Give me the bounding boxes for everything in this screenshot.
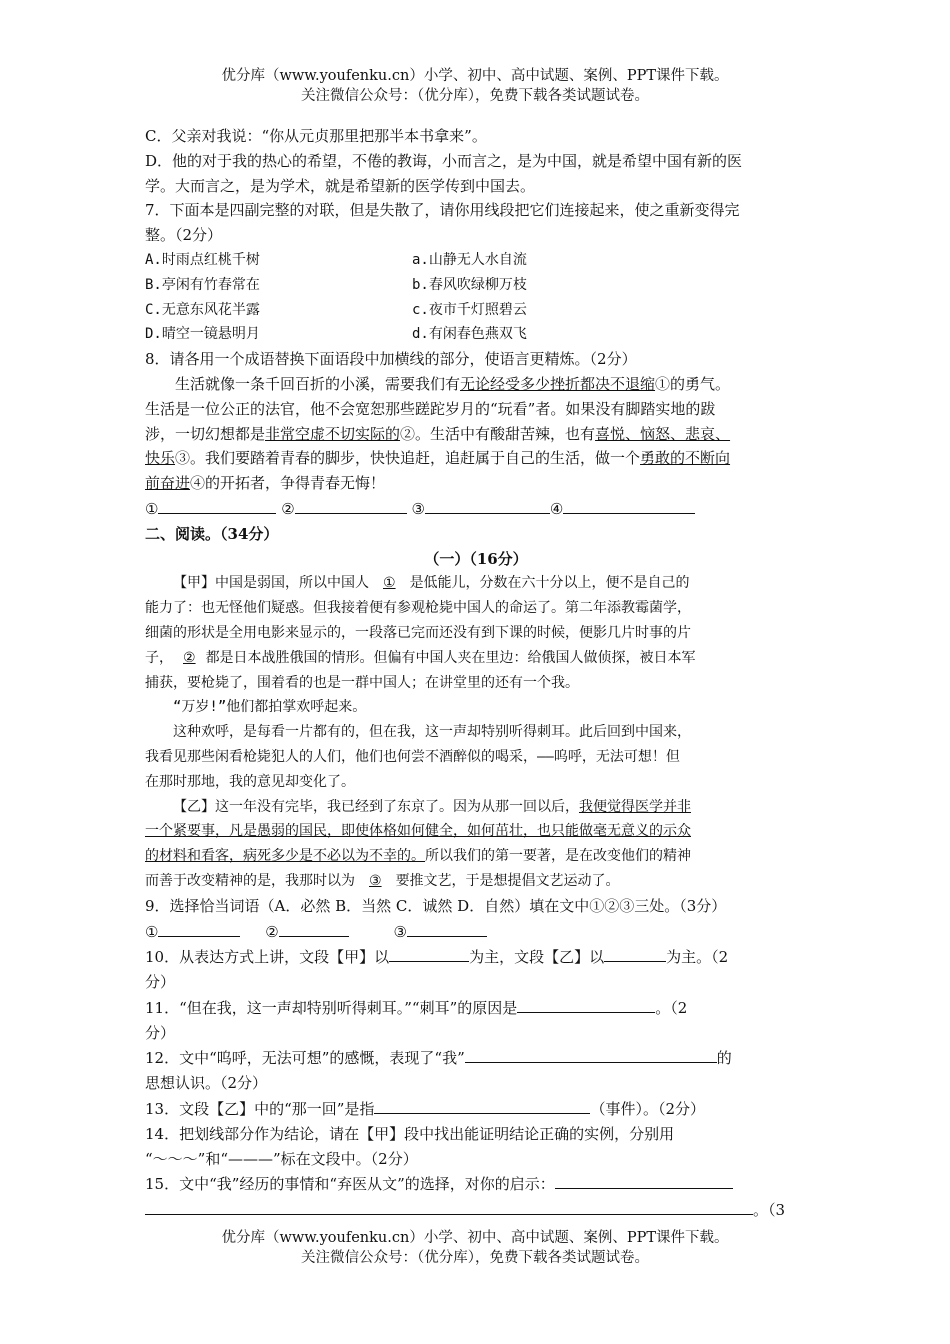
passage-blank-3: ③ bbox=[369, 872, 382, 889]
answer-mark-3: ③ bbox=[411, 499, 425, 518]
q12 bbox=[145, 1045, 807, 1071]
q12-cont: 思想认识。（2分） bbox=[145, 1074, 268, 1093]
couplet-right: d.有闲春色燕双飞 bbox=[412, 326, 527, 343]
q9-stem: 9．选择恰当词语（A．必然 B．当然 C．诚然 D．自然）填在文中①②③三处。（3分） bbox=[145, 896, 727, 915]
q8-paragraph-line1 bbox=[145, 372, 807, 397]
passage-blank-2: ② bbox=[183, 649, 196, 666]
q8-paragraph-line4 bbox=[145, 446, 807, 471]
text-run: ②。生活中有酸甜苦辣，也有 bbox=[400, 424, 596, 443]
text-run: ①的勇气。 bbox=[655, 374, 731, 393]
couplet-left: B.亭闲有竹春常在 bbox=[145, 276, 260, 293]
answer-blank-4[interactable] bbox=[563, 496, 695, 514]
q9-blank-2[interactable] bbox=[279, 919, 349, 937]
q10-cont: 分） bbox=[145, 973, 176, 992]
q15 bbox=[145, 1171, 807, 1197]
couplet-row bbox=[145, 248, 807, 273]
text-run: 为主，文段【乙】以 bbox=[469, 948, 605, 967]
q10-blank-1[interactable] bbox=[389, 944, 469, 962]
couplet-right: b.春风吹绿柳万枝 bbox=[412, 276, 527, 293]
text-run: 13．文段【乙】中的“那一回”是指 bbox=[145, 1100, 375, 1119]
q10-blank-2[interactable] bbox=[604, 944, 666, 962]
q8-paragraph-line5 bbox=[145, 471, 807, 496]
couplet-row bbox=[145, 322, 807, 347]
q14-line2: “～～～”和“———”标在文段中。（2分） bbox=[145, 1149, 418, 1168]
q6-option-c: C．父亲对我说：“你从元贞那里把那半本书拿来”。 bbox=[145, 127, 487, 145]
text-run: 10．从表达方式上讲，文段【甲】以 bbox=[145, 948, 390, 967]
underlined-phrase-3-end: 快乐 bbox=[145, 449, 176, 468]
text-run: 所以我们的第一要著，是在改变他们的精神 bbox=[425, 848, 691, 865]
underlined-conclusion: 的材料和看客，病死多少是不必以为不幸的。 bbox=[145, 848, 425, 865]
page-header bbox=[0, 66, 950, 106]
subsection-title: （一）（16分） bbox=[424, 549, 528, 568]
q8-answer-blanks bbox=[145, 496, 807, 522]
passage-a-line5: 捕获，要枪毙了，围着看的也是一群中国人；在讲堂里的还有一个我。 bbox=[145, 674, 579, 691]
text-run: 【甲】中国是弱国，所以中国人 bbox=[173, 575, 369, 592]
q7-stem-line1: 7．下面本是四副完整的对联，但是失散了，请你用线段把它们连接起来，使之重新变得完 bbox=[145, 201, 740, 220]
q11-blank[interactable] bbox=[517, 995, 655, 1013]
q8-paragraph-line2: 生活是一位公正的法官，他不会宽恕那些蹉跎岁月的“玩看”者。如果没有脚踏实地的跋 bbox=[145, 399, 716, 418]
q15-cont bbox=[145, 1197, 807, 1223]
text-run: 。（3 bbox=[753, 1201, 786, 1220]
q12-blank[interactable] bbox=[465, 1045, 717, 1063]
footer-line-1: 优分库（www.youfenku.cn）小学、初中、高中试题、案例、PPT课件下载。 bbox=[221, 1230, 729, 1246]
passage-blank-1: ① bbox=[383, 575, 396, 592]
passage-a-line4 bbox=[145, 646, 807, 671]
q11 bbox=[145, 995, 807, 1021]
text-run: 是低能儿，分数在六十分以上，便不是自己的 bbox=[409, 575, 690, 592]
couplet-row bbox=[145, 273, 807, 298]
underlined-phrase-4: 勇敢的不断向 bbox=[640, 449, 731, 468]
q9-blank-1[interactable] bbox=[158, 919, 240, 937]
text-run: 12．文中“呜呼，无法可想”的感慨，表现了“我” bbox=[145, 1049, 465, 1068]
passage-d-line4 bbox=[145, 869, 807, 894]
passage-c-line1: 这种欢呼，是每看一片都有的，但在我，这一声却特别听得刺耳。此后回到中国来， bbox=[173, 724, 691, 741]
answer-mark-2: ② bbox=[281, 499, 295, 518]
answer-blank-1[interactable] bbox=[158, 496, 276, 514]
q10 bbox=[145, 944, 807, 970]
section-title: 二、阅读。（34分） bbox=[145, 524, 279, 543]
q14-line1: 14．把划线部分作为结论，请在【甲】段中找出能证明结论正确的实例，分别用 bbox=[145, 1124, 675, 1143]
q9-blanks bbox=[145, 919, 807, 945]
text-run: ④的开拓者，争得青春无悔！ bbox=[190, 474, 386, 493]
text-run: 子， bbox=[145, 649, 173, 666]
couplet-left: A.时雨点红桃千树 bbox=[145, 251, 260, 268]
text-run: 为主。（2 bbox=[666, 948, 729, 967]
q11-cont: 分） bbox=[145, 1023, 176, 1042]
passage-d-line3 bbox=[145, 844, 807, 869]
underlined-conclusion: 我便觉得医学并非 bbox=[579, 798, 691, 815]
underlined-phrase-3: 喜悦、恼怒、悲哀、 bbox=[595, 424, 731, 443]
text-run: 【乙】这一年没有完毕，我已经到了东京了。因为从那一回以后， bbox=[173, 798, 579, 815]
answer-blank-3[interactable] bbox=[425, 496, 550, 514]
text-run: 15．文中“我”经历的事情和“弃医从文”的选择，对你的启示： bbox=[145, 1175, 555, 1194]
passage-d-line2: 一个紧要事，凡是愚弱的国民，即使体格如何健全，如何茁壮，也只能做毫无意义的示众 bbox=[145, 823, 691, 840]
text-run: 11．“但在我，这一声却特别听得刺耳。”“刺耳”的原因是 bbox=[145, 998, 518, 1017]
q9-mark-2: ② bbox=[265, 922, 279, 941]
q6-option-d-line1: D．他的对于我的热心的希望，不倦的教诲，小而言之，是为中国，就是希望中国有新的医 bbox=[145, 151, 743, 170]
answer-blank-2[interactable] bbox=[295, 496, 407, 514]
passage-a-line1 bbox=[145, 571, 807, 596]
q8-stem: 8．请各用一个成语替换下面语段中加横线的部分，使语言更精炼。（2分） bbox=[145, 350, 637, 369]
couplet-left: D.晴空一镜悬明月 bbox=[145, 326, 260, 343]
header-line-1: 优分库（www.youfenku.cn）小学、初中、高中试题、案例、PPT课件下载。 bbox=[221, 68, 729, 84]
passage-a-line2: 能力了：也无怪他们疑惑。但我接着便有参观枪毙中国人的命运了。第二年添教霉菌学， bbox=[145, 600, 691, 617]
passage-a-line3: 细菌的形状是全用电影来显示的，一段落已完而还没有到下课的时候，便影几片时事的片 bbox=[145, 624, 691, 641]
couplet-left: C.无意东风花半露 bbox=[145, 301, 260, 318]
passage-d-line1 bbox=[145, 795, 807, 820]
q9-mark-1: ① bbox=[145, 922, 159, 941]
answer-mark-4: ④ bbox=[549, 499, 564, 518]
text-run: 而善于改变精神的是，我那时以为 bbox=[145, 872, 355, 889]
page-footer bbox=[0, 1228, 950, 1268]
text-run: 涉，一切幻想都是 bbox=[145, 424, 266, 443]
couplet-right: a.山静无人水自流 bbox=[412, 251, 527, 268]
q8-paragraph-line3 bbox=[145, 422, 807, 447]
couplet-right: c.夜市千灯照碧云 bbox=[412, 301, 527, 318]
passage-b-line1: “万岁!”他们都拍掌欢呼起来。 bbox=[173, 699, 367, 716]
footer-line-2: 关注微信公众号：（优分库），免费下载各类试题试卷。 bbox=[301, 1250, 649, 1266]
q7-stem-line2: 整。（2分） bbox=[145, 226, 223, 245]
q9-mark-3: ③ bbox=[393, 922, 407, 941]
text-run: 要推文艺，于是想提倡文艺运动了。 bbox=[395, 872, 620, 889]
q15-blank-1[interactable] bbox=[555, 1171, 733, 1189]
couplet-row bbox=[145, 298, 807, 323]
exam-content bbox=[145, 124, 807, 1223]
underlined-phrase-1: 无论经受多少挫折都决不退缩 bbox=[460, 374, 656, 393]
passage-c-line3: 在那时那地，我的意见却变化了。 bbox=[145, 773, 355, 790]
text-run: （事件）。（2分） bbox=[590, 1100, 705, 1119]
q13-blank[interactable] bbox=[374, 1096, 590, 1114]
q15-blank-2[interactable] bbox=[145, 1197, 753, 1215]
answer-mark-1: ① bbox=[145, 499, 159, 518]
passage-c-line2: 我看见那些闲看枪毙犯人的人们，他们也何尝不酒醉似的喝采，——呜呼，无法可想！但 bbox=[145, 748, 680, 765]
text-run: 都是日本战胜俄国的情形。但偏有中国人夹在里边：给俄国人做侦探，被日本军 bbox=[205, 649, 696, 666]
text-run: 的 bbox=[716, 1049, 732, 1068]
q13 bbox=[145, 1096, 807, 1122]
underlined-phrase-2: 非常空虚不切实际的 bbox=[265, 424, 401, 443]
q9-blank-3[interactable] bbox=[407, 919, 487, 937]
q6-option-d-line2: 学。大而言之，是为学术，就是希望新的医学传到中国去。 bbox=[145, 176, 536, 195]
text-run: 。（2 bbox=[655, 998, 688, 1017]
text-run: 生活就像一条千回百折的小溪，需要我们有 bbox=[175, 374, 461, 393]
underlined-phrase-4-end: 前奋进 bbox=[145, 474, 191, 493]
text-run: ③。我们要踏着青春的脚步，快快追赶，追赶属于自己的生活，做一个 bbox=[175, 449, 641, 468]
header-line-2: 关注微信公众号：（优分库），免费下载各类试题试卷。 bbox=[301, 88, 649, 104]
